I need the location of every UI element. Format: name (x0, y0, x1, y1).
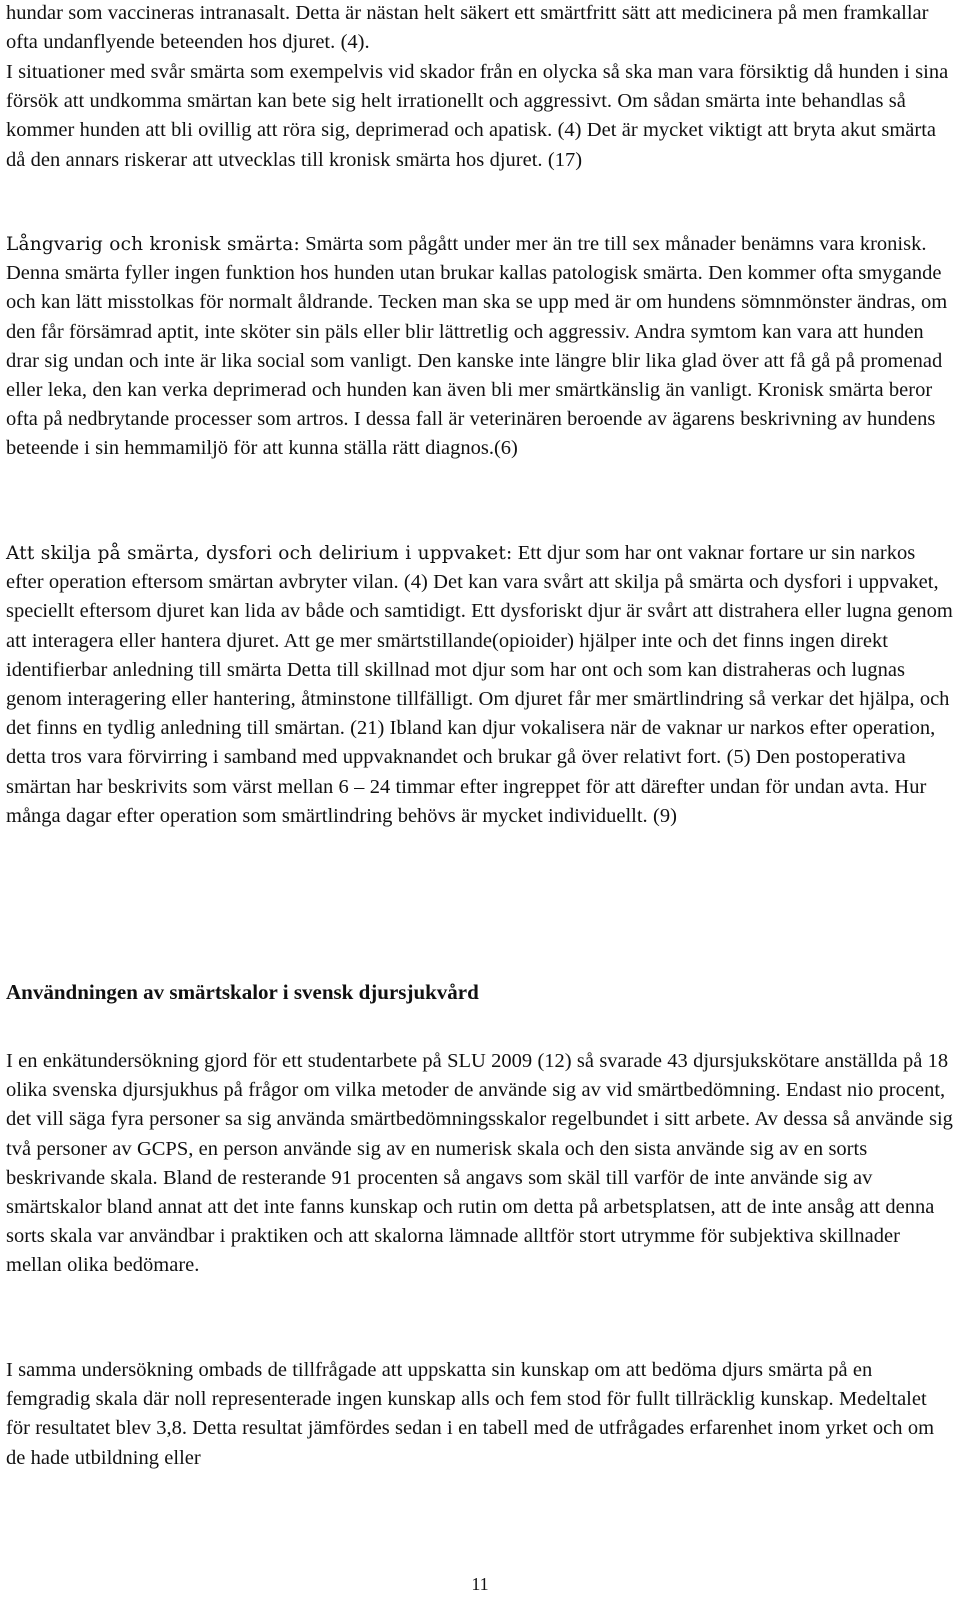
paragraph-dysphoria (6, 539, 954, 831)
paragraph-survey: I en enkätundersökning gjord för ett studentarbete på SLU 2009 (12) så svarade 43 djursjukskötare anställda på 18 olika svenska djursjukhus på frågor om vilka metoder de använde sig av vid smärtbedömning. Endast nio procent, det vill säga fyra personer sa sig använda smärtbedömningsskalor regelbundet i sitt arbete. Av dessa så använde sig två personer av GCPS, en person använde sig av en numerisk skala och den sista använde sig av en sorts beskrivande skala. Bland de resterande 91 procenten så angavs som skäl till varför de inte använde sig av smärtskalor bland annat att det inte fanns kunskap och rutin om detta på arbetsplatsen, att de inte ansåg att denna sorts skala var användbar i praktiken och att skalorna lämnade alltför stort utrymme för subjektiva skillnader mellan olika bedömare. (6, 1050, 953, 1277)
paragraph-vaccination: hundar som vaccineras intranasalt. Detta är nästan helt säkert ett smärtfritt sätt att medicinera på men framkallar ofta undanflyende beteenden hos djuret. (4). (6, 2, 929, 54)
dysphoria-label: Att skilja på smärta, dysfori och delirium i uppvaket: (6, 543, 513, 564)
chronic-pain-label: Långvarig och kronisk smärta: (6, 234, 300, 255)
paragraph-survey-results: I samma undersökning ombads de tillfrågade att uppskatta sin kunskap om att bedöma djurs smärta på en femgradig skala där noll representerade ingen kunskap alls och fem stod för fullt tillräcklig kunskap. Medeltalet för resultatet blev 3,8. Detta resultat jämfördes sedan i en tabell med de utfrågades erfarenhet inom yrket och om de hade utbildning eller (6, 1359, 935, 1469)
chronic-pain-body: Smärta som pågått under mer än tre till sex månader benämns vara kronisk. Denna smärta fyller ingen funktion hos hunden utan brukar kallas patologisk smärta. Den kommer ofta smygande och kan lätt misstolkas för normalt åldrande. Tecken man ska se upp med är om hundens sömnmönster ändras, om den får försämrad aptit, inte sköter sin päls eller blir lättretlig och aggressiv. Andra symtom kan vara att hunden drar sig undan och inte är lika social som vanligt. Den kanske inte längre blir lika glad över att få gå på promenad eller leka, den kan verka deprimerad och hunden kan även bli mer smärtkänslig än vanligt. Kronisk smärta beror ofta på nedbrytande processer som artros. I dessa fall är veterinären beroende av ägarens beskrivning av hundens beteende i sin hemmamiljö för att kunna ställa rätt diagnos.(6) (6, 233, 948, 460)
page-number: 11 (471, 1574, 489, 1594)
paragraph-acute-pain: I situationer med svår smärta som exempelvis vid skador från en olycka så ska man vara försiktig då hunden i sina försök att undkomma smärtan kan bete sig helt irrationellt och aggressivt. Om sådan smärta inte behandlas så kommer hunden att bli ovillig att röra sig, deprimerad och apatisk. (4) Det är mycket viktigt att bryta akut smärta då den annars riskerar att utvecklas till kronisk smärta hos djuret. (17) (6, 61, 949, 171)
dysphoria-body: Ett djur som har ont vaknar fortare ur sin narkos efter operation eftersom smärtan avbryter vilan. (4) Det kan vara svårt att skilja på smärta och dysfori i uppvaket, speciellt eftersom djuret kan lida av både och samtidigt. Ett dysforiskt djur är svårt att distrahera eller lugna genom att interagera eller hantera djuret. Att ge mer smärtstillande(opioider) hjälper inte och det finns ingen direkt identifierbar anledning till smärta Detta till skillnad mot djur som har ont och som kan distraheras och lugnas genom interagering eller hantering, åtminstone tillfälligt. Om djuret får mer smärtlindring så verkar det hjälpa, och det finns en tydlig anledning till smärtan. (21) Ibland kan djur vokalisera när de vaknar ur narkos efter operation, detta tros vara förvirring i samband med uppvaknandet och brukar gå över relativt fort. (5) Den postoperativa smärtan har beskrivits som värst mellan 6 – 24 timmar efter ingreppet för att därefter undan för undan avta. Hur många dagar efter operation som smärtlindring behövs är mycket individuellt. (9) (6, 542, 953, 827)
paragraph-chronic-pain (6, 230, 954, 464)
section-heading: Användningen av smärtskalor i svensk djursjukvård (6, 980, 479, 1004)
